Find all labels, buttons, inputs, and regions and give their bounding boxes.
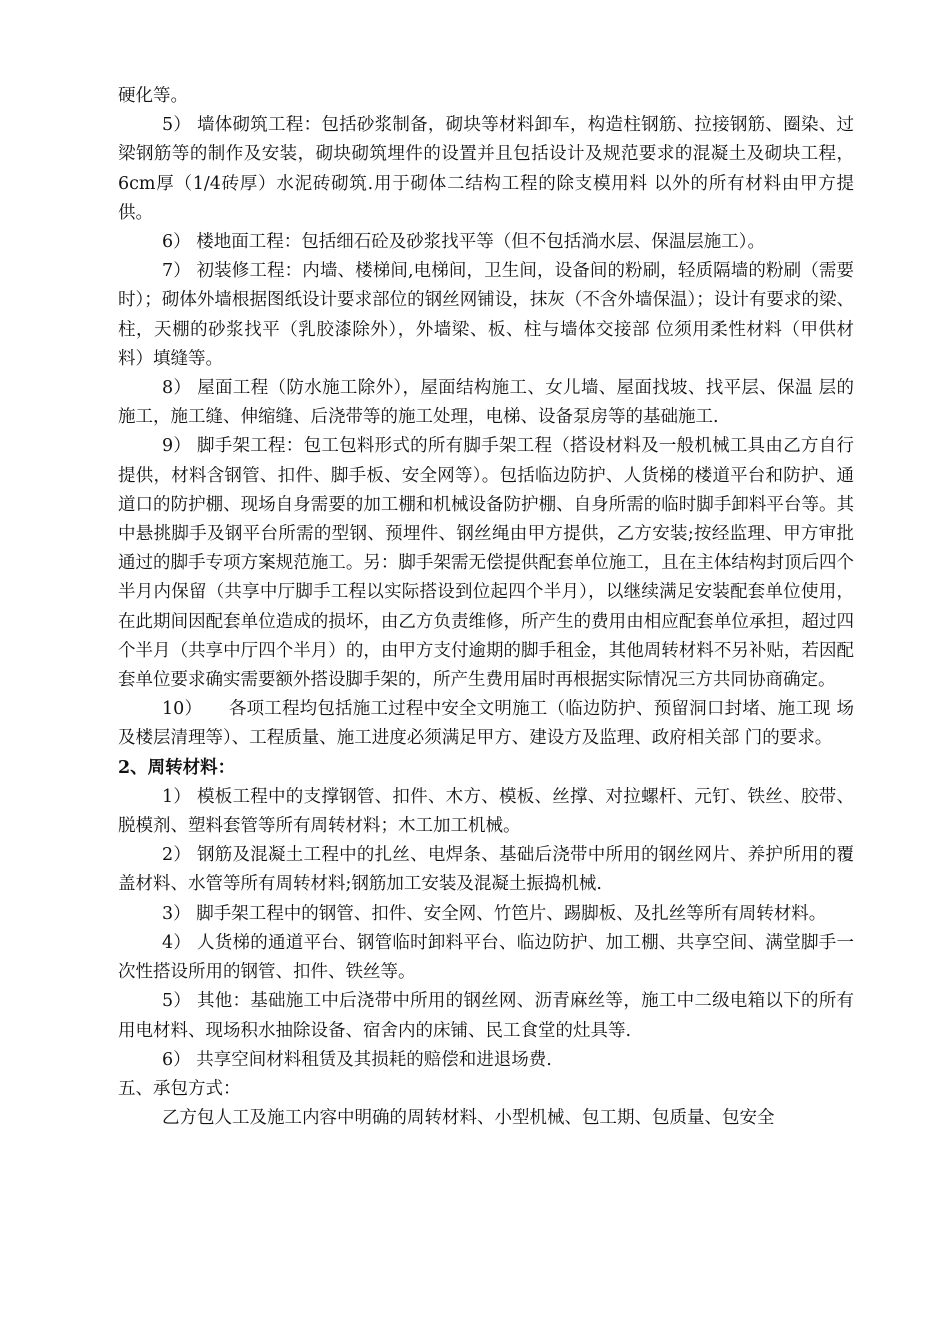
section-heading-materials: 2、周转材料：: [118, 757, 236, 778]
paragraph-item-5-masonry: 5） 墙体砌筑工程：包括砂浆制备，砌块等材料卸车，构造柱钢筋、拉接钢筋、圈染、过梁钢筋等的制作及安装，砌块砌筑埋件的设置并且包括设计及规范要求的混凝土及砌块工程，6cm厚（1/4砖厚）水泥砖砌筑.用于砌体二结构工程的除支模用料 以外的所有材料由甲方提供。: [118, 115, 854, 223]
paragraph-material-6: 6） 共享空间材料租赁及其损耗的赔偿和进退场费.: [162, 1049, 552, 1070]
paragraph-item-10-safety: 10） 各项工程均包括施工过程中安全文明施工（临边防护、预留洞口封堵、施工现 场及楼层清理等）、工程质量、施工进度必须满足甲方、建设方及监理、政府相关部 门的要求。: [118, 699, 854, 749]
paragraph-continuation: 硬化等。: [118, 86, 188, 106]
paragraph-material-2: 2） 钢筋及混凝土工程中的扎丝、电焊条、基础后浇带中所用的钢丝网片、养护所用的覆盖材料、水管等所有周转材料;钢筋加工安装及混凝土振捣机械.: [118, 845, 854, 895]
document-body: [118, 82, 854, 1133]
paragraph-material-4: 4） 人货梯的通道平台、钢管临时卸料平台、临边防护、加工棚、共享空间、满堂脚手一次性搭设所用的钢管、扣件、铁丝等。: [118, 932, 854, 983]
paragraph-material-1: 1） 模板工程中的支撑钢管、扣件、木方、模板、丝撑、对拉螺杆、元钉、铁丝、胶带、脱模剂、塑料套管等所有周转材料；木工加工机械。: [118, 786, 854, 837]
paragraph-material-5: 5） 其他：基础施工中后浇带中所用的钢丝网、沥青麻丝等，施工中二级电箱以下的所有用电材料、现场积水抽除设备、宿舍内的床铺、民工食堂的灶具等.: [118, 991, 854, 1041]
paragraph-item-9-scaffolding: 9） 脚手架工程：包工包料形式的所有脚手架工程（搭设材料及一般机械工具由乙方自行提供，材料含钢管、扣件、脚手板、安全网等）。包括临边防护、人货梯的楼道平台和防护、通道口的防护棚、现场自身需要的加工棚和机械设备防护棚、自身所需的临时脚手卸料平台等。其中悬挑脚手及钢平台所需的型钢、预埋件、钢丝绳由甲方提供，乙方安装;按经监理、甲方审批通过的脚手专项方案规范施工。另：脚手架需无偿提供配套单位施工，且在主体结构封顶后四个半月内保留（共享中厅脚手工程以实际搭设到位起四个半月），以继续满足安装配套单位使用，在此期间因配套单位造成的损坏，由乙方负责维修，所产生的费用由相应配套单位承担，超过四个半月（共享中厅四个半月）的，由甲方支付逾期的脚手租金，其他周转材料不另补贴，若因配套单位要求确实需要额外搭设脚手架的，所产生费用届时再根据实际情况三方共同协商确定。: [118, 436, 854, 691]
paragraph-material-3: 3） 脚手架工程中的钢管、扣件、安全网、竹笆片、踢脚板、及扎丝等所有周转材料。: [162, 903, 827, 924]
paragraph-item-8-roof: 8） 屋面工程（防水施工除外），屋面结构施工、女儿墙、屋面找坡、找平层、保温 层的施工，施工缝、伸缩缝、后浇带等的施工处理，电梯、设备泵房等的基础施工.: [118, 378, 854, 428]
paragraph-contract-mode: 乙方包人工及施工内容中明确的周转材料、小型机械、包工期、包质量、包安全: [162, 1108, 775, 1129]
section-heading-contract-mode: 五、承包方式：: [118, 1078, 241, 1099]
paragraph-item-7-finishing: 7） 初装修工程：内墙、楼梯间,电梯间，卫生间，设备间的粉刷，轻质隔墙的粉刷（需要时）；砌体外墙根据图纸设计要求部位的钢丝网铺设，抹灰（不含外墙保温）；设计有要求的梁、柱，天棚的砂浆找平（乳胶漆除外），外墙梁、板、柱与墙体交接部 位须用柔性材料（甲供材料）填缝等。: [118, 261, 854, 369]
paragraph-item-6-floor: 6） 楼地面工程：包括细石砼及砂浆找平等（但不包括淌水层、保温层施工）。: [162, 232, 765, 253]
